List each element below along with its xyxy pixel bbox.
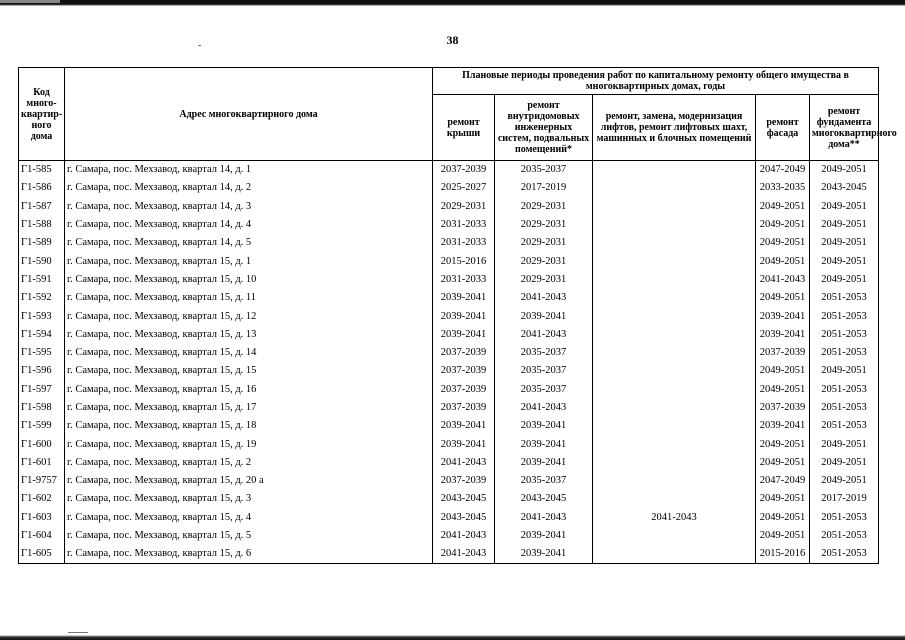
- cell-facade: 2049-2051: [756, 197, 810, 215]
- cell-elevators: [593, 197, 756, 215]
- cell-address: г. Самара, пос. Мехзавод, квартал 15, д. 15: [65, 362, 433, 380]
- cell-address: г. Самара, пос. Мехзавод, квартал 14, д. 4: [65, 215, 433, 233]
- cell-address: г. Самара, пос. Мехзавод, квартал 15, д. 1: [65, 252, 433, 270]
- cell-foundation: 2051-2053: [810, 545, 879, 563]
- cell-facade: 2037-2039: [756, 343, 810, 361]
- cell-roof: 2031-2033: [433, 215, 495, 233]
- cell-elevators: [593, 343, 756, 361]
- cell-elevators: [593, 472, 756, 490]
- cell-facade: 2049-2051: [756, 215, 810, 233]
- cell-systems: 2035-2037: [495, 472, 593, 490]
- table-row: [19, 307, 879, 325]
- cell-systems: 2041-2043: [495, 325, 593, 343]
- cell-code: Г1-604: [19, 526, 65, 544]
- page-number: 38: [446, 33, 459, 47]
- cell-foundation: 2051-2053: [810, 343, 879, 361]
- cell-systems: 2029-2031: [495, 270, 593, 288]
- cell-roof: 2041-2043: [433, 545, 495, 563]
- table-row: [19, 453, 879, 471]
- cell-address: г. Самара, пос. Мехзавод, квартал 15, д. 2: [65, 453, 433, 471]
- cell-systems: 2043-2045: [495, 490, 593, 508]
- cell-facade: 2049-2051: [756, 234, 810, 252]
- cell-systems: 2039-2041: [495, 307, 593, 325]
- cell-code: Г1-598: [19, 398, 65, 416]
- cell-elevators: 2041-2043: [593, 508, 756, 526]
- cell-foundation: 2051-2053: [810, 526, 879, 544]
- table-row: [19, 197, 879, 215]
- cell-facade: 2039-2041: [756, 417, 810, 435]
- cell-address: г. Самара, пос. Мехзавод, квартал 15, д. 11: [65, 289, 433, 307]
- cell-code: Г1-605: [19, 545, 65, 563]
- cell-foundation: 2043-2045: [810, 179, 879, 197]
- cell-code: Г1-9757: [19, 472, 65, 490]
- cell-foundation: 2049-2051: [810, 252, 879, 270]
- cell-foundation: 2049-2051: [810, 234, 879, 252]
- cell-code: Г1-595: [19, 343, 65, 361]
- scan-speck: [68, 632, 88, 633]
- cell-foundation: 2051-2053: [810, 398, 879, 416]
- table-row: [19, 380, 879, 398]
- header-periods: Плановые периоды проведения работ по капитальному ремонту общего имущества в многоквартирных домах, годы: [433, 68, 879, 95]
- cell-foundation: 2049-2051: [810, 215, 879, 233]
- cell-systems: 2029-2031: [495, 197, 593, 215]
- cell-elevators: [593, 545, 756, 563]
- table-row: [19, 417, 879, 435]
- table-row: [19, 362, 879, 380]
- cell-roof: 2037-2039: [433, 161, 495, 179]
- cell-roof: 2043-2045: [433, 490, 495, 508]
- cell-elevators: [593, 307, 756, 325]
- scan-top-edge: [0, 0, 905, 6]
- cell-systems: 2039-2041: [495, 545, 593, 563]
- cell-elevators: [593, 435, 756, 453]
- cell-systems: 2029-2031: [495, 215, 593, 233]
- cell-elevators: [593, 215, 756, 233]
- cell-facade: 2015-2016: [756, 545, 810, 563]
- table-row: [19, 490, 879, 508]
- cell-elevators: [593, 398, 756, 416]
- cell-elevators: [593, 417, 756, 435]
- table-row: [19, 472, 879, 490]
- cell-code: Г1-586: [19, 179, 65, 197]
- cell-systems: 2039-2041: [495, 435, 593, 453]
- cell-elevators: [593, 234, 756, 252]
- cell-roof: 2037-2039: [433, 398, 495, 416]
- cell-roof: 2025-2027: [433, 179, 495, 197]
- cell-systems: 2041-2043: [495, 289, 593, 307]
- cell-code: Г1-599: [19, 417, 65, 435]
- cell-foundation: 2051-2053: [810, 289, 879, 307]
- table-row: [19, 215, 879, 233]
- cell-roof: 2039-2041: [433, 289, 495, 307]
- cell-foundation: 2051-2053: [810, 380, 879, 398]
- cell-code: Г1-591: [19, 270, 65, 288]
- cell-address: г. Самара, пос. Мехзавод, квартал 14, д. 3: [65, 197, 433, 215]
- cell-elevators: [593, 289, 756, 307]
- cell-code: Г1-597: [19, 380, 65, 398]
- header-facade: ремонт фасада: [756, 95, 810, 161]
- cell-address: г. Самара, пос. Мехзавод, квартал 15, д. 17: [65, 398, 433, 416]
- cell-address: г. Самара, пос. Мехзавод, квартал 14, д. 2: [65, 179, 433, 197]
- cell-elevators: [593, 453, 756, 471]
- cell-foundation: 2049-2051: [810, 197, 879, 215]
- cell-facade: 2049-2051: [756, 526, 810, 544]
- cell-facade: 2049-2051: [756, 252, 810, 270]
- scan-bottom-edge: [0, 635, 905, 640]
- cell-foundation: 2049-2051: [810, 270, 879, 288]
- cell-address: г. Самара, пос. Мехзавод, квартал 14, д. 5: [65, 234, 433, 252]
- cell-foundation: 2051-2053: [810, 307, 879, 325]
- cell-address: г. Самара, пос. Мехзавод, квартал 15, д. 14: [65, 343, 433, 361]
- cell-facade: 2041-2043: [756, 270, 810, 288]
- table-row: [19, 179, 879, 197]
- cell-systems: 2035-2037: [495, 380, 593, 398]
- cell-facade: 2049-2051: [756, 453, 810, 471]
- cell-address: г. Самара, пос. Мехзавод, квартал 15, д. 12: [65, 307, 433, 325]
- cell-code: Г1-600: [19, 435, 65, 453]
- header-elevators: ремонт, замена, модернизация лифтов, ремонт лифтовых шахт, машинных и блочных помещений: [593, 95, 756, 161]
- table-row: [19, 435, 879, 453]
- cell-facade: 2049-2051: [756, 380, 810, 398]
- cell-address: г. Самара, пос. Мехзавод, квартал 15, д. 13: [65, 325, 433, 343]
- cell-facade: 2039-2041: [756, 325, 810, 343]
- cell-systems: 2035-2037: [495, 362, 593, 380]
- cell-address: г. Самара, пос. Мехзавод, квартал 15, д. 6: [65, 545, 433, 563]
- cell-elevators: [593, 270, 756, 288]
- header-code: Код много-квартир-ного дома: [19, 68, 65, 161]
- cell-facade: 2049-2051: [756, 289, 810, 307]
- capital-repair-table: [18, 67, 897, 564]
- cell-systems: 2039-2041: [495, 453, 593, 471]
- cell-roof: 2041-2043: [433, 453, 495, 471]
- cell-facade: 2047-2049: [756, 472, 810, 490]
- cell-elevators: [593, 526, 756, 544]
- cell-elevators: [593, 490, 756, 508]
- cell-elevators: [593, 362, 756, 380]
- cell-roof: 2031-2033: [433, 270, 495, 288]
- header-foundation: ремонт фундамента многоквартирного дома**: [810, 95, 879, 161]
- cell-address: г. Самара, пос. Мехзавод, квартал 15, д. 10: [65, 270, 433, 288]
- cell-code: Г1-587: [19, 197, 65, 215]
- cell-roof: 2031-2033: [433, 234, 495, 252]
- cell-address: г. Самара, пос. Мехзавод, квартал 15, д. 19: [65, 435, 433, 453]
- cell-roof: 2043-2045: [433, 508, 495, 526]
- cell-elevators: [593, 252, 756, 270]
- cell-code: Г1-588: [19, 215, 65, 233]
- cell-roof: 2029-2031: [433, 197, 495, 215]
- table-row: [19, 398, 879, 416]
- cell-foundation: 2049-2051: [810, 472, 879, 490]
- table-row: [19, 270, 879, 288]
- cell-systems: 2017-2019: [495, 179, 593, 197]
- cell-code: Г1-602: [19, 490, 65, 508]
- header-address: Адрес многоквартирного дома: [65, 68, 433, 161]
- cell-facade: 2047-2049: [756, 161, 810, 179]
- header-systems: ремонт внутридомовых инженерных систем, подвальных помещений*: [495, 95, 593, 161]
- cell-systems: 2039-2041: [495, 417, 593, 435]
- scan-top-mark: [0, 0, 60, 3]
- table-row: [19, 526, 879, 544]
- cell-address: г. Самара, пос. Мехзавод, квартал 15, д. 16: [65, 380, 433, 398]
- cell-roof: 2015-2016: [433, 252, 495, 270]
- cell-systems: 2041-2043: [495, 508, 593, 526]
- cell-systems: 2041-2043: [495, 398, 593, 416]
- table-row: [19, 508, 879, 526]
- table-row: [19, 343, 879, 361]
- cell-roof: 2041-2043: [433, 526, 495, 544]
- cell-code: Г1-585: [19, 161, 65, 179]
- cell-foundation: 2049-2051: [810, 161, 879, 179]
- cell-foundation: 2049-2051: [810, 453, 879, 471]
- header-roof: ремонт крыши: [433, 95, 495, 161]
- table-row: [19, 252, 879, 270]
- cell-elevators: [593, 179, 756, 197]
- cell-foundation: 2049-2051: [810, 362, 879, 380]
- cell-code: Г1-603: [19, 508, 65, 526]
- cell-code: Г1-589: [19, 234, 65, 252]
- cell-facade: 2033-2035: [756, 179, 810, 197]
- cell-code: Г1-593: [19, 307, 65, 325]
- cell-elevators: [593, 161, 756, 179]
- cell-address: г. Самара, пос. Мехзавод, квартал 15, д. 3: [65, 490, 433, 508]
- cell-address: г. Самара, пос. Мехзавод, квартал 15, д. 5: [65, 526, 433, 544]
- cell-facade: 2049-2051: [756, 435, 810, 453]
- cell-roof: 2037-2039: [433, 472, 495, 490]
- table-row: [19, 325, 879, 343]
- cell-roof: 2037-2039: [433, 362, 495, 380]
- cell-foundation: 2051-2053: [810, 508, 879, 526]
- table-row: [19, 161, 879, 179]
- table-row: [19, 545, 879, 563]
- cell-facade: 2037-2039: [756, 398, 810, 416]
- cell-foundation: 2017-2019: [810, 490, 879, 508]
- table-row: [19, 289, 879, 307]
- cell-systems: 2029-2031: [495, 252, 593, 270]
- cell-systems: 2035-2037: [495, 343, 593, 361]
- cell-address: г. Самара, пос. Мехзавод, квартал 15, д. 4: [65, 508, 433, 526]
- cell-roof: 2039-2041: [433, 307, 495, 325]
- cell-roof: 2039-2041: [433, 417, 495, 435]
- cell-systems: 2035-2037: [495, 161, 593, 179]
- cell-facade: 2049-2051: [756, 490, 810, 508]
- table-body: [19, 161, 879, 564]
- cell-code: Г1-594: [19, 325, 65, 343]
- cell-roof: 2037-2039: [433, 380, 495, 398]
- cell-elevators: [593, 380, 756, 398]
- cell-systems: 2029-2031: [495, 234, 593, 252]
- cell-facade: 2039-2041: [756, 307, 810, 325]
- cell-address: г. Самара, пос. Мехзавод, квартал 15, д. 18: [65, 417, 433, 435]
- cell-code: Г1-592: [19, 289, 65, 307]
- cell-code: Г1-601: [19, 453, 65, 471]
- cell-code: Г1-590: [19, 252, 65, 270]
- cell-roof: 2039-2041: [433, 325, 495, 343]
- cell-foundation: 2051-2053: [810, 417, 879, 435]
- cell-facade: 2049-2051: [756, 362, 810, 380]
- cell-address: г. Самара, пос. Мехзавод, квартал 15, д. 20 а: [65, 472, 433, 490]
- cell-address: г. Самара, пос. Мехзавод, квартал 14, д. 1: [65, 161, 433, 179]
- cell-elevators: [593, 325, 756, 343]
- cell-roof: 2039-2041: [433, 435, 495, 453]
- cell-code: Г1-596: [19, 362, 65, 380]
- cell-systems: 2039-2041: [495, 526, 593, 544]
- table-row: [19, 234, 879, 252]
- cell-roof: 2037-2039: [433, 343, 495, 361]
- cell-foundation: 2049-2051: [810, 435, 879, 453]
- cell-facade: 2049-2051: [756, 508, 810, 526]
- cell-foundation: 2051-2053: [810, 325, 879, 343]
